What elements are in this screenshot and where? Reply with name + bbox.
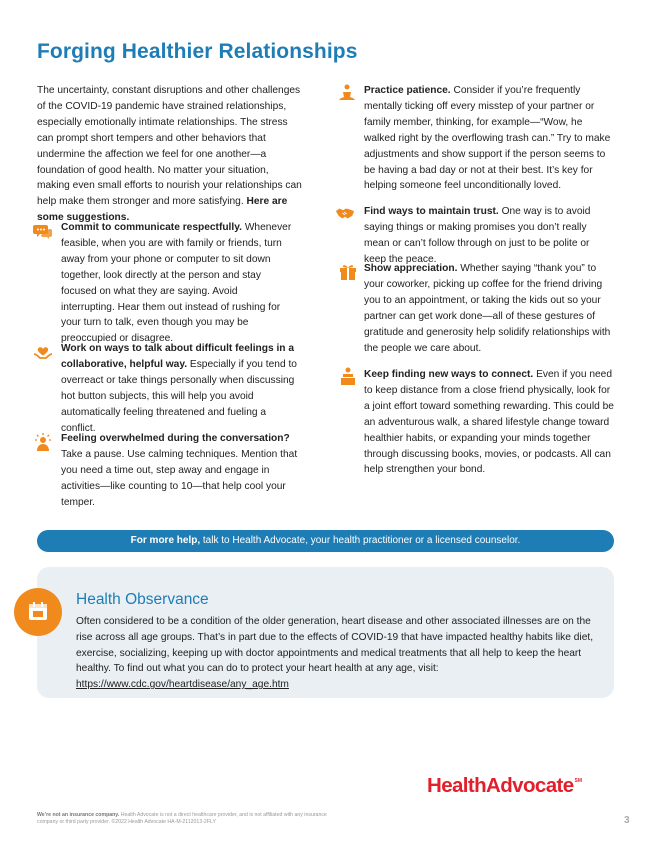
stressed-person-icon: [33, 432, 53, 452]
observance-badge: [14, 588, 62, 636]
page-number: 3: [624, 815, 630, 826]
tip-heading: Practice patience.: [364, 85, 451, 96]
logo-mark: SM: [574, 778, 583, 784]
tip-body: Take a pause. Use calming techniques. Mention that you need a time out, step away and engage in activities—like counting to 10—that help cool your temper.: [61, 448, 298, 508]
observance-body: Often considered to be a condition of the older generation, heart disease and other associated illnesses are on the rise across all age groups. That’s in part due to the effects of COVID-19 that have impacted healthy habits like diet, exercise, socializing, keeping up with doctor appointments and medical treatments that all help to keep the heart healthy. To find out what you can do to protect your heart health at any age, visit:: [76, 616, 594, 675]
intro-bold: Here are some suggestions.: [37, 196, 288, 224]
tip-heading: Commit to communicate respectfully.: [61, 222, 242, 233]
tip-appreciation: [364, 261, 614, 356]
tip-body: One way is to avoid saying things or making promises you don’t really mean or can’t follow through on just to be polite or keep the peace.: [364, 206, 591, 265]
tip-connect: [364, 367, 614, 478]
calendar-icon: [26, 600, 50, 624]
observance-title: Health Observance: [76, 591, 209, 608]
speech-bubbles-icon: [33, 222, 53, 242]
tip-body: Whenever feasible, when you are with family or friends, turn away from your phone or computer to sit down together, look directly at the person and stay focused on what they are saying. Avoid interrupting. Hear them out instead of rushing for your turn to talk, even though you may be preoccupied or disagree.: [61, 222, 292, 345]
gift-icon: [338, 261, 358, 281]
handshake-icon: [335, 203, 355, 223]
tip-heading: Find ways to maintain trust.: [364, 206, 499, 217]
tip-body: Whether saying “thank you” to your coworker, picking up coffee for the friend driving you to an appointment, or taking the kids out so your partner can get work done—all of these gestures of gratitude and generosity help solidify relationships with the people we care about.: [364, 263, 611, 354]
health-advocate-logo: [427, 774, 581, 798]
page-title: Forging Healthier Relationships: [37, 40, 358, 63]
cdc-link[interactable]: https://www.cdc.gov/heartdisease/any_age.htm: [76, 679, 289, 691]
logo-text: HealthAdvocate: [427, 774, 574, 797]
disclaimer-bold: We’re not an insurance company.: [37, 812, 120, 818]
help-bar: [37, 530, 614, 552]
tip-body: Even if you need to keep distance from a close friend physically, look for a joint effort toward something rewarding. This could be an adventurous walk, a shared lifestyle change toward healthier habits, or expanding your minds together through discussing books, movies, or podcasts. All can help strengthen your bond.: [364, 369, 614, 476]
disclaimer: [37, 812, 327, 826]
tip-trust: [364, 204, 614, 268]
observance-text: [76, 614, 604, 693]
tip-body: Consider if you’re frequently mentally ticking off every misstep of your partner or family member, thinking, for example—“Wow, he walked right by the overflowing trash can.” Try to make adjustments and show support if the person seems to be having a bad day or not at their best. It’s key for helping someone feel unconditionally loved.: [364, 85, 611, 192]
tip-heading: Work on ways to talk about difficult feelings in a collaborative, helpful way.: [61, 343, 295, 370]
intro-text: The uncertainty, constant disruptions and other challenges of the COVID-19 pandemic have strained relationships, especially emotionally intimate relationships. The stress can prompt short tempers and other behaviors that undermine the affection we feel for one another—a foundation of good health. No matter your situation, making even small efforts to nourish your relationships can help make them stronger and more satisfying.: [37, 85, 302, 208]
intro-paragraph: [37, 83, 304, 226]
tip-difficult-feelings: [61, 341, 301, 436]
tip-overwhelmed: [61, 431, 306, 511]
tip-heading: Keep finding new ways to connect.: [364, 369, 534, 380]
meditating-person-icon: [337, 83, 357, 103]
help-bar-bold: For more help,: [130, 535, 201, 546]
tip-heading: Show appreciation.: [364, 263, 458, 274]
tip-patience: [364, 83, 614, 194]
tip-body: Especially if you tend to overreact or take things personally when discussing hot button subjects, this will help you avoid automatically feeling threatened and fueling a conflict.: [61, 358, 297, 434]
hands-heart-icon: [33, 343, 53, 363]
help-bar-text: talk to Health Advocate, your health practitioner or a licensed counselor.: [202, 535, 521, 546]
tip-communicate: [61, 220, 293, 347]
disclaimer-text: Health Advocate is not a direct healthcare provider, and is not affiliated with any insurance company or third party provider. ©2022 Health Advocate HA-M-2112013-2FLY: [37, 812, 327, 825]
tip-heading: Feeling overwhelmed during the conversation?: [61, 433, 290, 444]
person-podium-icon: [338, 366, 358, 386]
